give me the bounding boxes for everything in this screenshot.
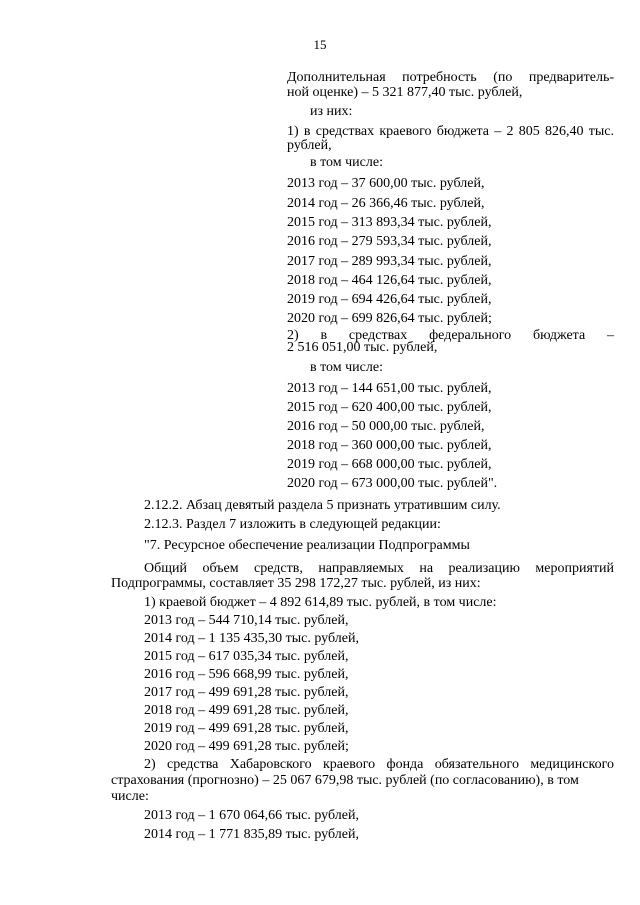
regional-budget-total: 1) краевой бюджет – 4 892 614,89 тыс. рублей, в том числе:: [144, 595, 497, 610]
s7-regional-year-line: 2018 год – 499 691,28 тыс. рублей,: [144, 703, 349, 718]
total-line-2: Подпрограммы, составляет 35 298 172,27 тыс. рублей, из них:: [111, 576, 481, 591]
s7-regional-year-line: 2019 год – 499 691,28 тыс. рублей,: [144, 721, 349, 736]
federal-year-line: 2019 год – 668 000,00 тыс. рублей,: [287, 457, 492, 472]
total-line-1: Общий объем средств, направляемых на реализацию мероприятий: [144, 561, 614, 576]
federal-year-line: 2018 год – 360 000,00 тыс. рублей,: [287, 438, 492, 453]
regional-budget-line-2: рублей,: [287, 138, 332, 153]
regional-year-line: 2015 год – 313 893,34 тыс. рублей,: [287, 215, 492, 230]
s7-regional-year-line: 2017 год – 499 691,28 тыс. рублей,: [144, 685, 349, 700]
federal-year-line: 2013 год – 144 651,00 тыс. рублей,: [287, 381, 492, 396]
federal-budget-line-1: 2) в средствах федерального бюджета –: [287, 328, 614, 343]
s7-regional-year-line: 2020 год – 499 691,28 тыс. рублей;: [144, 739, 349, 754]
regional-year-line: 2013 год – 37 600,00 тыс. рублей,: [287, 176, 485, 191]
regional-year-line: 2017 год – 289 993,34 тыс. рублей,: [287, 254, 492, 269]
s7-regional-year-line: 2014 год – 1 135 435,30 тыс. рублей,: [144, 631, 359, 646]
federal-budget-line-2: 2 516 051,00 тыс. рублей,: [287, 340, 438, 355]
amendment-2-12-2: 2.12.2. Абзац девятый раздела 5 признать утратившим силу.: [144, 498, 501, 513]
of-them-label: из них:: [310, 104, 353, 119]
regional-year-line: 2016 год – 279 593,34 тыс. рублей,: [287, 234, 492, 249]
regional-year-line: 2018 год – 464 126,64 тыс. рублей,: [287, 273, 492, 288]
federal-year-line: 2015 год – 620 400,00 тыс. рублей,: [287, 400, 492, 415]
including-label-2: в том числе:: [310, 360, 383, 375]
additional-need-line-1: Дополнительная потребность (по предваритель-: [287, 70, 614, 85]
amendment-2-12-3: 2.12.3. Раздел 7 изложить в следующей редакции:: [144, 517, 441, 532]
regional-budget-line-1: 1) в средствах краевого бюджета – 2 805 826,40 тыс.: [287, 124, 614, 139]
fund-line-2: страхования (прогнозно) – 25 067 679,98 тыс. рублей (по согласованию), в том: [111, 773, 579, 788]
regional-year-line: 2019 год – 694 426,64 тыс. рублей,: [287, 292, 492, 307]
federal-year-line: 2020 год – 673 000,00 тыс. рублей".: [287, 476, 498, 491]
regional-year-line: 2014 год – 26 366,46 тыс. рублей,: [287, 196, 485, 211]
s7-regional-year-line: 2013 год – 544 710,14 тыс. рублей,: [144, 613, 349, 628]
fund-line-3: числе:: [111, 789, 149, 804]
section-title: "7. Ресурсное обеспечение реализации Подпрограммы: [144, 538, 470, 553]
fund-line-1: 2) средства Хабаровского краевого фонда обязательного медицинского: [144, 757, 614, 772]
page-number: 15: [313, 37, 327, 52]
additional-need-line-2: ной оценке) – 5 321 877,40 тыс. рублей,: [287, 85, 523, 100]
fund-year-line: 2013 год – 1 670 064,66 тыс. рублей,: [144, 808, 359, 823]
regional-year-line: 2020 год – 699 826,64 тыс. рублей;: [287, 311, 492, 326]
including-label-1: в том числе:: [310, 155, 383, 170]
s7-regional-year-line: 2016 год – 596 668,99 тыс. рублей,: [144, 667, 349, 682]
federal-year-line: 2016 год – 50 000,00 тыс. рублей,: [287, 419, 485, 434]
s7-regional-year-line: 2015 год – 617 035,34 тыс. рублей,: [144, 649, 349, 664]
fund-year-line: 2014 год – 1 771 835,89 тыс. рублей,: [144, 827, 359, 842]
